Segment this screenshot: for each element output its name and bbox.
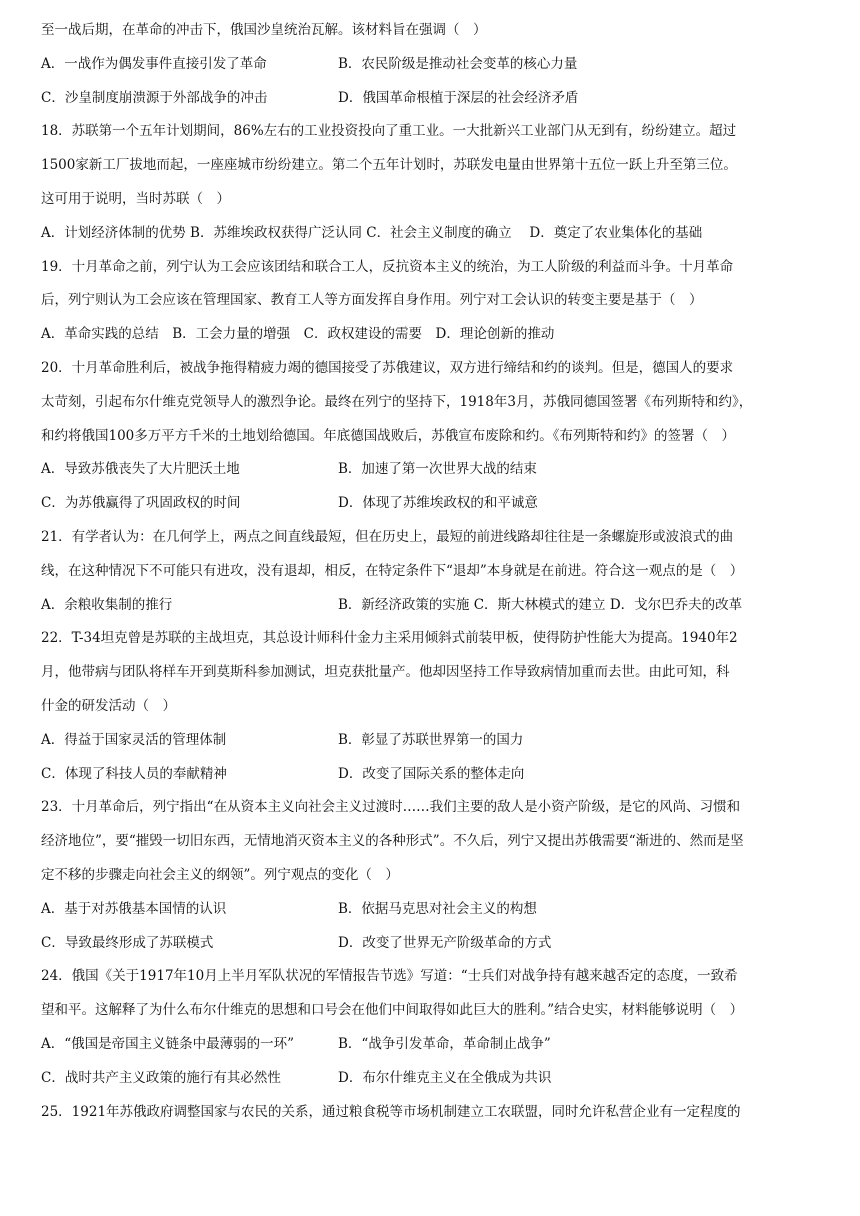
option-row <box>41 724 822 758</box>
text-line: 至一战后期，在革命的冲击下，俄国沙皇统治瓦解。该材料旨在强调（ ） <box>41 22 487 38</box>
text-line: 18．苏联第一个五年计划期间，86%左右的工业投资投向了重工业。一大批新兴工业部门从无到有，纷纷建立。超过 <box>41 123 737 140</box>
text-line: 1500家新工厂拔地而起，一座座城市纷纷建立。第二个五年计划时，苏联发电量由世界第十五位一跃上升至第三位。 <box>41 157 737 174</box>
option-row <box>41 48 822 82</box>
answer-option: B．依据马克思对社会主义的构想 <box>338 900 537 917</box>
option-row <box>41 1028 822 1062</box>
answer-option: C．战时共产主义政策的施行有其必然性 <box>41 1069 281 1086</box>
text-line: A．计划经济体制的优势 B．苏维埃政权获得广泛认同 C．社会主义制度的确立 D．奠定了农业集体化的基础 <box>41 224 703 241</box>
text-line: 太苛刻，引起布尔什维克党领导人的激烈争论。最终在列宁的坚持下，1918年3月，苏俄同德国签署《布列斯特和约》， <box>41 393 753 410</box>
answer-option: B．彰显了苏联世界第一的国力 <box>338 731 524 748</box>
answer-option: A．一战作为偶发事件直接引发了革命 <box>41 55 267 72</box>
text-line: 21．有学者认为：在几何学上，两点之间直线最短，但在历史上，最短的前进线路却往往是一条螺旋形或波浪式的曲 <box>41 528 734 545</box>
answer-option: A．得益于国家灵活的管理体制 <box>41 731 227 748</box>
text-line: 月，他带病与团队将样车开到莫斯科参加测试，坦克获批量产。他却因坚持工作导致病情加重而去世。由此可知，科 <box>41 664 730 681</box>
text-line: 这可用于说明，当时苏联（ ） <box>41 190 230 207</box>
answer-option: D．改变了世界无产阶级革命的方式 <box>338 934 552 951</box>
answer-option: C．体现了科技人员的奉献精神 <box>41 765 227 782</box>
text-line: A．革命实践的总结 B．工会力量的增强 C．政权建设的需要 D．理论创新的推动 <box>41 326 555 343</box>
text-line: 25．1921年苏俄政府调整国家与农民的关系，通过粮食税等市场机制建立工农联盟，同时允许私营企业有一定程度的 <box>41 1103 741 1120</box>
answer-option: D．布尔什维克主义在全俄成为共识 <box>338 1069 552 1086</box>
option-row <box>41 453 822 487</box>
text-line: 19．十月革命之前，列宁认为工会应该团结和联合工人，反抗资本主义的统治，为工人阶级的利益而斗争。十月革命 <box>41 258 734 275</box>
text-line: 和约将俄国100多万平方千米的土地划给德国。年底德国战败后，苏俄宣布废除和约。《布列斯特和约》的签署（ ） <box>41 427 736 444</box>
option-row <box>41 893 822 927</box>
text-line: 20．十月革命胜利后，被战争拖得精疲力竭的德国接受了苏俄建议，双方进行缔结和约的谈判。但是，德国人的要求 <box>41 359 734 376</box>
answer-option: D．体现了苏维埃政权的和平诚意 <box>338 495 538 512</box>
answer-option: C．导致最终形成了苏联模式 <box>41 934 214 951</box>
text-line: 24．俄国《关于1917年10月上半月军队状况的军情报告节选》写道：“士兵们对战争持有越来越否定的态度，一致希 <box>41 968 738 985</box>
answer-option: C．为苏俄赢得了巩固政权的时间 <box>41 495 241 512</box>
option-row <box>41 589 822 623</box>
text-line: 23．十月革命后，列宁指出“在从资本主义向社会主义过渡时……我们主要的敌人是小资产阶级，是它的风尚、习惯和 <box>41 799 741 816</box>
answer-option: A．余粮收集制的推行 <box>41 596 173 613</box>
text-line: 望和平。这解释了为什么布尔什维克的思想和口号会在他们中间取得如此巨大的胜利。”结合史实，材料能够说明（ ） <box>41 1002 744 1019</box>
text-line: 定不移的步骤走向社会主义的纲领”。列宁观点的变化（ ） <box>41 866 399 883</box>
text-line: 经济地位”，要“摧毁一切旧东西，无情地消灭资本主义的各种形式”。不久后，列宁又提出苏俄需要“渐进的、然而是坚 <box>41 833 744 850</box>
option-row <box>41 927 822 961</box>
answer-option: A．导致苏俄丧失了大片肥沃土地 <box>41 461 240 478</box>
text-line: 后，列宁则认为工会应该在管理国家、教育工人等方面发挥自身作用。列宁对工会认识的转变主要是基于（ ） <box>41 292 703 309</box>
answer-option: B．农民阶级是推动社会变革的核心力量 <box>338 55 578 72</box>
text-line: 线，在这种情况下不可能只有进攻，没有退却，相反，在特定条件下“退却”本身就是在前进。符合这一观点的是（ ） <box>41 562 744 579</box>
answer-option: A．“俄国是帝国主义链条中最薄弱的一环” <box>41 1035 295 1052</box>
answer-option: D．俄国革命根植于深层的社会经济矛盾 <box>338 89 579 106</box>
option-row <box>41 82 822 116</box>
answer-option: D．改变了国际关系的整体走向 <box>338 765 525 782</box>
answer-option: C．沙皇制度崩溃源于外部战争的冲击 <box>41 89 268 106</box>
text-line: 22．T-34坦克曾是苏联的主战坦克，其总设计师科什金力主采用倾斜式前装甲板，使得防护性能大为提高。1940年2 <box>41 630 738 647</box>
answer-option: B．加速了第一次世界大战的结束 <box>338 461 537 478</box>
answer-option: B．新经济政策的实施 C．斯大林模式的建立 D．戈尔巴乔夫的改革 <box>338 596 743 613</box>
answer-option: A．基于对苏俄基本国情的认识 <box>41 900 227 917</box>
option-row <box>41 758 822 792</box>
text-line: 什金的研发活动（ ） <box>41 697 176 714</box>
option-row <box>41 487 822 521</box>
option-row <box>41 1062 822 1096</box>
answer-option: B．“战争引发革命，革命制止战争” <box>338 1035 551 1052</box>
